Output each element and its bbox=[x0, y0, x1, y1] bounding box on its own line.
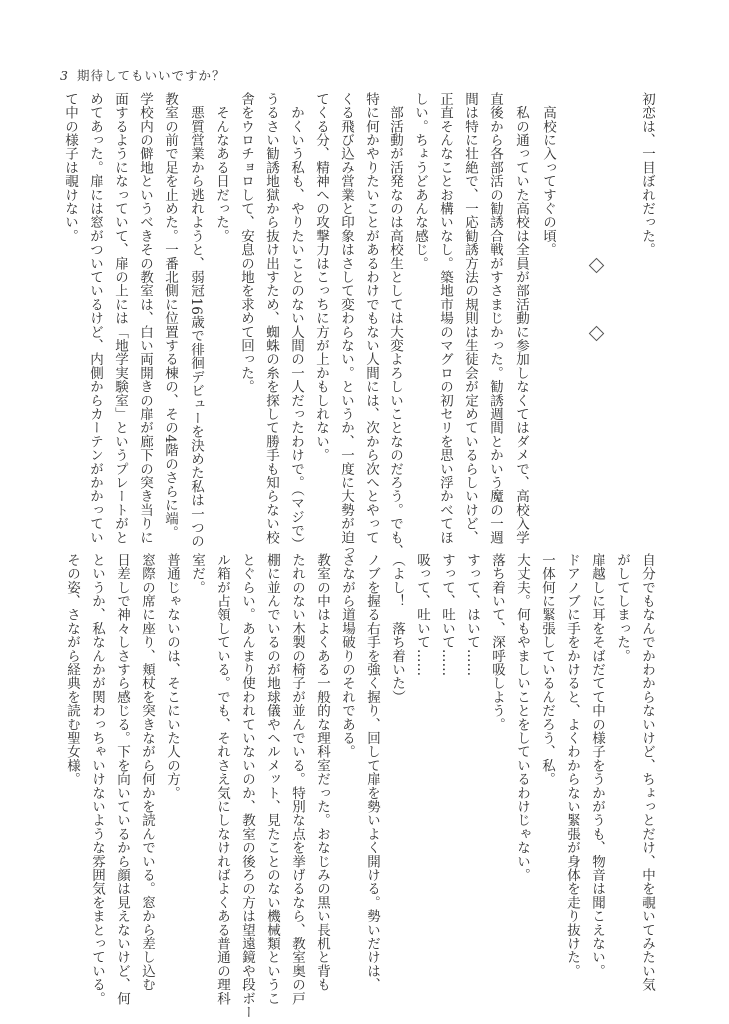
text-column: かくいう私も、やりたいことのない人間の一人だったわけで。（マジで） bbox=[288, 92, 304, 552]
text-column: 初恋は、一目ぼれだった。 bbox=[639, 92, 655, 257]
text-column: ノブを握る右手を強く握り、回して扉を勢いよく開ける。勢いだけは、 bbox=[364, 553, 380, 992]
text-column: 窓際の席に座り、頬杖を突きながら何かを読んでいる。窓から差し込む bbox=[139, 553, 155, 992]
text-column: 自分でもなんでかわからないけど、ちょっとだけ、中を覗いてみたい気 bbox=[639, 553, 655, 992]
text-column: 面するようになっていて、扉の上には「地学実験室」というプレートがと bbox=[112, 92, 128, 545]
text-column: さながら道場破りのそれである。 bbox=[339, 553, 355, 759]
text-column: ドアノブに手をかけると、よくわからない緊張が身体を走り抜けた。 bbox=[564, 553, 580, 978]
text-column: 棚に並んでいるのが地球儀やヘルメット、見たことのない機械類というこ bbox=[264, 553, 280, 1006]
text-column: そんなある日だった。 bbox=[213, 92, 229, 243]
text-column: 部活動が活発なのは高校生としては大変よろしいことなのだろう。でも、 bbox=[387, 92, 403, 558]
text-column: 高校に入ってすぐの頃。 bbox=[540, 92, 556, 257]
section-break-diamond-icon bbox=[589, 258, 605, 274]
text-column: 日差しで神々しさすら感じる。下を向いているから顔は見えないけど、何 bbox=[114, 553, 130, 1006]
text-column: 室だ。 bbox=[189, 553, 205, 595]
chapter-title: 期待してもいいですか？ bbox=[76, 68, 226, 83]
text-column: 私の通っていた高校は全員が部活動に参加しなくてはダメで、高校入学 bbox=[513, 92, 529, 545]
text-column: 扉越しに耳をそばだてて中の様子をうかがうも、物音は聞こえない。 bbox=[589, 553, 605, 978]
text-column: すって、吐いて…… bbox=[439, 553, 455, 677]
text-column: 教室の前で足を止めた。一番北側に位置する棟の、その4階のさらに端。 bbox=[162, 92, 178, 540]
text-column: 舎をウロチョロして、安息の地を求めて回った。 bbox=[238, 92, 254, 394]
text-column: というか、私なんかが関わっちゃいけないような雰囲気をまとっている。 bbox=[89, 553, 105, 1006]
text-column: （よし！ 落ち着いた） bbox=[389, 553, 405, 704]
text-column: たれのない木製の椅子が並んでいる。特別な点を挙げるなら、教室奥の戸 bbox=[289, 553, 305, 1006]
chapter-number: 3 bbox=[60, 68, 69, 83]
text-column: とぐらい。あんまり使われていないのか、教室の後ろの方は望遠鏡や段ボー bbox=[239, 553, 255, 1019]
text-column: くる飛び込み営業と印象はさして変わらない。というか、一度に大勢が迫っ bbox=[338, 92, 354, 558]
running-header bbox=[60, 66, 225, 84]
text-column: 普通じゃないのは、そこにいた人の方。 bbox=[164, 553, 180, 800]
section-break-diamond-icon bbox=[589, 326, 605, 342]
text-column: てくる分、精神への攻撃力はこっちに方が上かもしれない。 bbox=[313, 92, 329, 462]
text-column: 吸って、吐いて…… bbox=[414, 553, 430, 677]
text-column: 間は特に壮絶で、一応勧誘方法の規則は生徒会が定めているらしいけど、 bbox=[462, 92, 478, 545]
text-column: 正直そんなことお構いなし。築地市場のマグロの初セリを思い浮かべてほ bbox=[437, 92, 453, 545]
text-column: 学校内の僻地というべきその教室は、白い両開きの扉が廊下の突き当りに bbox=[137, 92, 153, 545]
text-column: うるさい勧誘地獄から抜け出すため、蜘蛛の糸を探して勝手も知らない校 bbox=[263, 92, 279, 545]
text-column: 悪質営業から逃れようと、弱冠16歳で徘徊デビューを決めた私は一つの bbox=[188, 92, 204, 548]
text-column: ル箱が占領している。でも、それさえ気にしなければよくある普通の理科 bbox=[214, 553, 230, 1006]
text-column: その姿、さながら経典を読む聖女様。 bbox=[64, 553, 80, 786]
text-column: て中の様子は覗けない。 bbox=[62, 92, 78, 243]
text-column: しい。ちょうどあんな感じ。 bbox=[412, 92, 428, 271]
text-column: 大丈夫。何もやましいことをしているわけじゃない。 bbox=[514, 553, 530, 882]
text-column: がしてしまった。 bbox=[614, 553, 630, 663]
text-column: すって、はいて…… bbox=[464, 553, 480, 677]
text-column: 教室の中はよくある一般的な理科室だった。おなじみの黒い長机と背も bbox=[314, 553, 330, 992]
text-column: 落ち着いて、深呼吸しよう。 bbox=[489, 553, 505, 732]
text-column: 特に何かやりたいことがあるわけでもない人間には、次から次へとやって bbox=[363, 92, 379, 545]
text-column: 一体何に緊張しているんだろう、私。 bbox=[539, 553, 555, 786]
text-column: 直後から各部活の勧誘合戦がすさまじかった。勧誘週間とかいう魔の一週 bbox=[487, 92, 503, 545]
text-column: めてあった。扉には窓がついているけど、内側からカーテンがかかってい bbox=[87, 92, 103, 545]
